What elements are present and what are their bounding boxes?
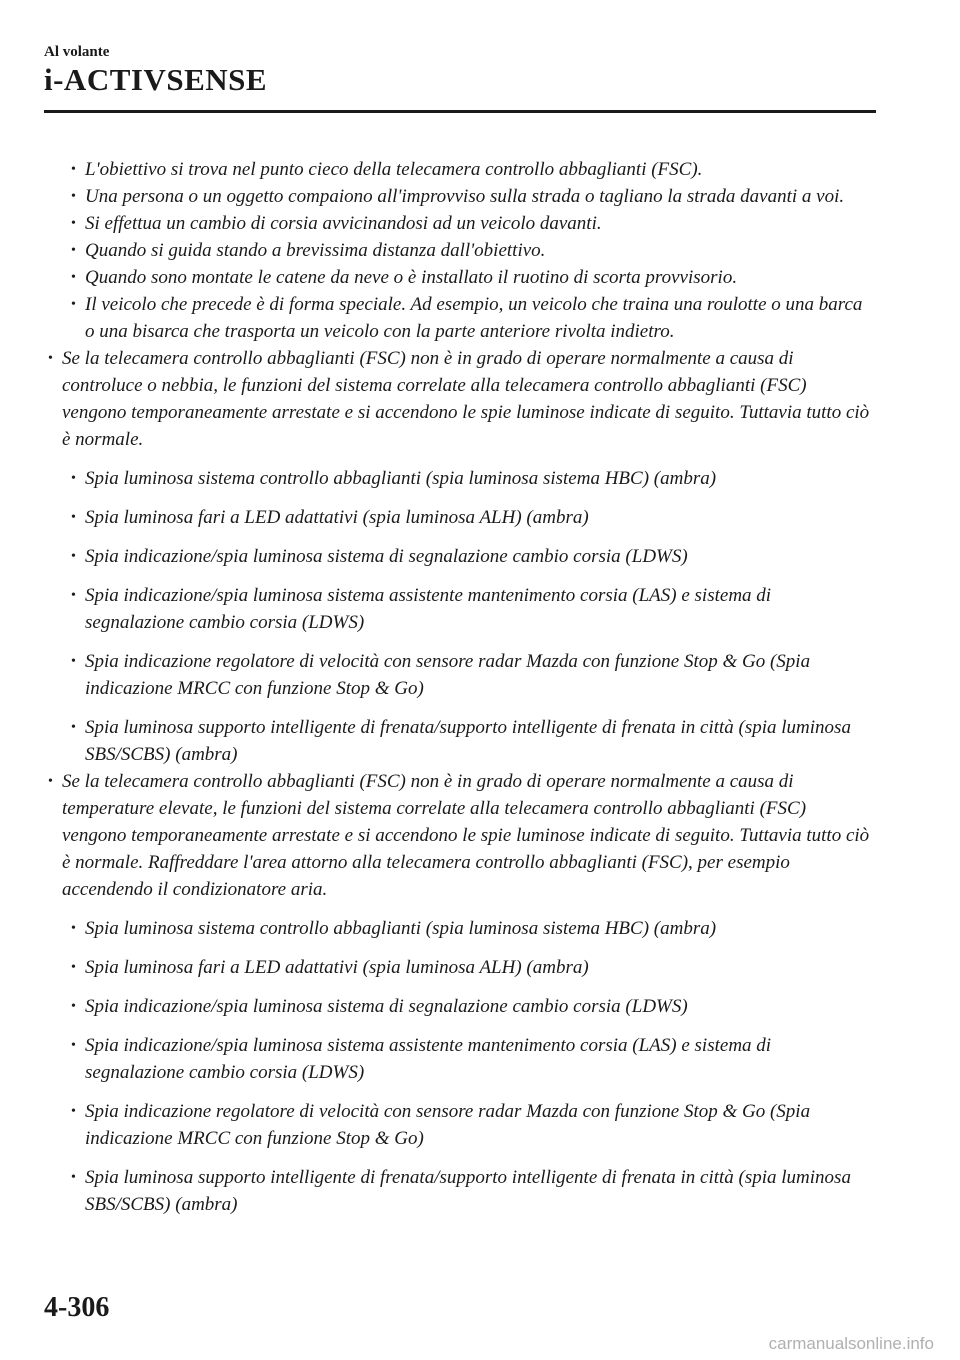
list-item-text: Spia indicazione regolatore di velocità con sensore radar Mazda con funzione Stop & Go (Spia indicazione MRCC con funzione Stop & Go)	[85, 651, 811, 699]
list-item-text: Si effettua un cambio di corsia avvicinandosi ad un veicolo davanti.	[85, 213, 602, 234]
list-item-text: Spia luminosa sistema controllo abbaglianti (spia luminosa sistema HBC) (ambra)	[85, 468, 717, 489]
list-item-text: Spia luminosa supporto intelligente di frenata/supporto intelligente di frenata in città (spia luminosa SBS/SCBS) (ambra)	[85, 1167, 851, 1215]
bullet-icon: •	[71, 1104, 76, 1119]
bullet-icon: •	[71, 921, 76, 936]
bullet-icon: •	[71, 720, 76, 735]
bullet-icon: •	[48, 774, 53, 789]
bullet-icon: •	[71, 162, 76, 177]
list-item	[0, 1098, 870, 1152]
list-item	[0, 954, 870, 981]
list-item	[0, 915, 870, 942]
list-item	[0, 1164, 870, 1218]
list-item	[0, 291, 870, 345]
list-item	[0, 237, 870, 264]
list-item	[0, 465, 870, 492]
list-item	[0, 993, 870, 1020]
list-item	[0, 768, 870, 903]
section-label: Al volante	[44, 44, 110, 60]
list-item-text: Spia luminosa sistema controllo abbaglianti (spia luminosa sistema HBC) (ambra)	[85, 918, 717, 939]
list-item	[0, 582, 870, 636]
list-item	[0, 714, 870, 768]
bullet-icon: •	[48, 351, 53, 366]
list-item	[0, 345, 870, 453]
list-item-text: Se la telecamera controllo abbaglianti (FSC) non è in grado di operare normalmente a causa di controluce o nebbia, le funzioni del sistema correlate alla telecamera controllo abbaglianti (FSC) vengono temporaneamente arrestate e si accendono le spie luminose indicate di seguito. Tuttavia tutto ciò è normale.	[62, 348, 870, 450]
bullet-icon: •	[71, 549, 76, 564]
title-divider	[44, 110, 876, 113]
page-title: i-ACTIVSENSE	[44, 62, 268, 97]
list-item-text: Il veicolo che precede è di forma speciale. Ad esempio, un veicolo che traina una roulotte o una barca o una bisarca che trasporta un veicolo con la parte anteriore rivolta indietro.	[85, 294, 863, 342]
list-item	[0, 543, 870, 570]
list-item-text: Se la telecamera controllo abbaglianti (FSC) non è in grado di operare normalmente a causa di temperature elevate, le funzioni del sistema correlate alla telecamera controllo abbaglianti (FSC) vengono temporaneamente arrestate e si accendono le spie luminose indicate di seguito. Tuttavia tutto ciò è normale. Raffreddare l'area attorno alla telecamera controllo abbaglianti (FSC), per esempio accendendo il condizionatore aria.	[62, 771, 870, 900]
bullet-icon: •	[71, 189, 76, 204]
list-item	[0, 1032, 870, 1086]
bullet-icon: •	[71, 1038, 76, 1053]
bullet-icon: •	[71, 471, 76, 486]
watermark: carmanualsonline.info	[768, 1334, 934, 1353]
list-item-text: L'obiettivo si trova nel punto cieco della telecamera controllo abbaglianti (FSC).	[85, 159, 703, 180]
list-item-text: Spia indicazione regolatore di velocità con sensore radar Mazda con funzione Stop & Go (Spia indicazione MRCC con funzione Stop & Go)	[85, 1101, 811, 1149]
bullet-list	[0, 156, 960, 1218]
bullet-icon: •	[71, 297, 76, 312]
list-item-text: Quando si guida stando a brevissima distanza dall'obiettivo.	[85, 240, 546, 261]
list-item-text: Spia indicazione/spia luminosa sistema di segnalazione cambio corsia (LDWS)	[85, 546, 688, 567]
bullet-icon: •	[71, 999, 76, 1014]
list-item-text: Una persona o un oggetto compaiono all'improvviso sulla strada o tagliano la strada davanti a voi.	[85, 186, 845, 207]
bullet-icon: •	[71, 1170, 76, 1185]
list-item	[0, 156, 870, 183]
list-item-text: Spia luminosa fari a LED adattativi (spia luminosa ALH) (ambra)	[85, 507, 589, 528]
bullet-icon: •	[71, 654, 76, 669]
list-item	[0, 504, 870, 531]
bullet-icon: •	[71, 588, 76, 603]
list-item	[0, 264, 870, 291]
list-item-text: Spia luminosa fari a LED adattativi (spia luminosa ALH) (ambra)	[85, 957, 589, 978]
list-item	[0, 183, 870, 210]
list-item-text: Spia indicazione/spia luminosa sistema assistente mantenimento corsia (LAS) e sistema di segnalazione cambio corsia (LDWS)	[85, 585, 772, 633]
list-item-text: Spia luminosa supporto intelligente di frenata/supporto intelligente di frenata in città (spia luminosa SBS/SCBS) (ambra)	[85, 717, 851, 765]
bullet-icon: •	[71, 270, 76, 285]
bullet-icon: •	[71, 216, 76, 231]
list-item-text: Quando sono montate le catene da neve o è installato il ruotino di scorta provvisorio.	[85, 267, 738, 288]
list-item	[0, 648, 870, 702]
bullet-icon: •	[71, 510, 76, 525]
bullet-icon: •	[71, 243, 76, 258]
bullet-icon: •	[71, 960, 76, 975]
list-item-text: Spia indicazione/spia luminosa sistema di segnalazione cambio corsia (LDWS)	[85, 996, 688, 1017]
page-number: 4-306	[44, 1292, 110, 1323]
list-item-text: Spia indicazione/spia luminosa sistema assistente mantenimento corsia (LAS) e sistema di segnalazione cambio corsia (LDWS)	[85, 1035, 772, 1083]
list-item	[0, 210, 870, 237]
